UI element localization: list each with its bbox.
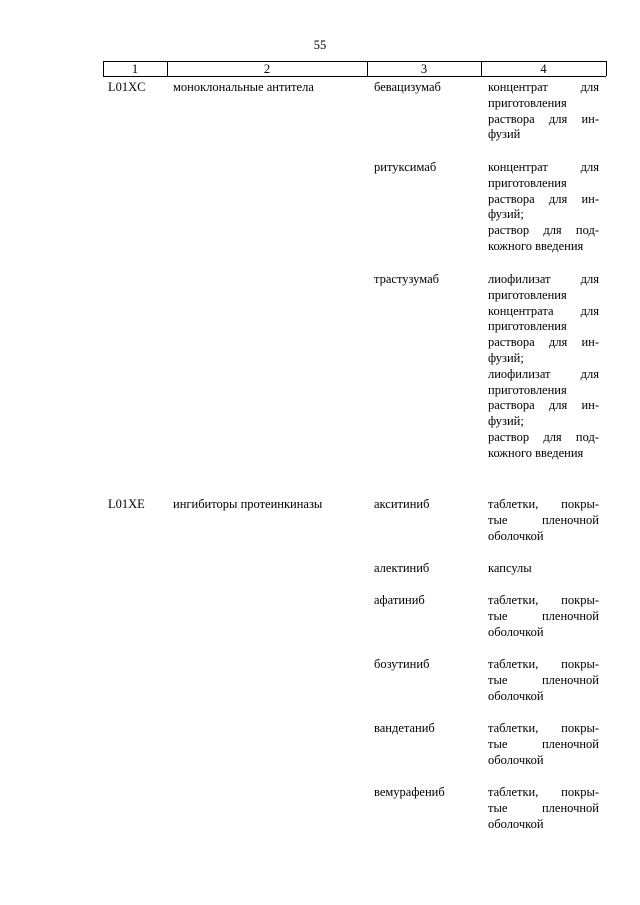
dosage-form-line: раствора для ин- xyxy=(488,335,599,350)
dosage-form-line: тые пленочной xyxy=(488,736,599,751)
dosage-form-line: лиофилизат для xyxy=(488,272,599,286)
group-name: моноклональные антитела xyxy=(173,80,314,94)
atc-code: L01XE xyxy=(108,497,145,511)
dosage-form-line: таблетки, покры- xyxy=(488,497,599,511)
dosage-form-line: оболочкой xyxy=(488,528,544,543)
drug-name: вемурафениб xyxy=(374,785,445,799)
dosage-form-line: таблетки, покры- xyxy=(488,593,599,607)
drug-name: трастузумаб xyxy=(374,272,440,286)
dosage-form-line: фузий; xyxy=(488,414,524,429)
dosage-form-line: фузий; xyxy=(488,207,524,222)
dosage-form-line: тые пленочной xyxy=(488,608,599,623)
dosage-form-line: лиофилизат для xyxy=(488,366,599,381)
dosage-form xyxy=(488,80,599,143)
dosage-form xyxy=(488,785,599,832)
dosage-form-line: приготовления xyxy=(488,95,567,110)
dosage-form-line: раствор для под- xyxy=(488,429,599,444)
drug-name: вандетаниб xyxy=(374,721,435,735)
table-header-rule xyxy=(103,76,606,77)
dosage-form-line: кожного введения xyxy=(488,238,584,253)
dosage-form xyxy=(488,272,599,462)
dosage-form-line: фузий xyxy=(488,127,521,142)
page-number: 55 xyxy=(313,38,327,52)
dosage-form xyxy=(488,721,599,768)
col-header-1: 1 xyxy=(131,62,139,76)
dosage-form xyxy=(488,497,599,544)
drug-name: акситиниб xyxy=(374,497,430,511)
dosage-form xyxy=(488,160,599,255)
drug-name: бозутиниб xyxy=(374,657,430,671)
dosage-form-line: приготовления xyxy=(488,175,567,190)
dosage-form-line: тые пленочной xyxy=(488,672,599,687)
col-divider xyxy=(606,61,607,76)
drug-name: бевацизумаб xyxy=(374,80,441,94)
dosage-form-line: оболочкой xyxy=(488,624,544,639)
dosage-form-line: концентрата для xyxy=(488,303,599,318)
dosage-form-line: раствор для под- xyxy=(488,223,599,238)
dosage-form xyxy=(488,593,599,640)
dosage-form-line: концентрат для xyxy=(488,80,599,94)
dosage-form xyxy=(488,561,599,577)
dosage-form-line: таблетки, покры- xyxy=(488,785,599,799)
dosage-form-line: концентрат для xyxy=(488,160,599,174)
dosage-form xyxy=(488,657,599,704)
dosage-form-line: приготовления xyxy=(488,319,567,334)
dosage-form-line: капсулы xyxy=(488,561,532,575)
dosage-form-line: кожного введения xyxy=(488,445,584,460)
drug-name: афатиниб xyxy=(374,593,425,607)
dosage-form-line: приготовления xyxy=(488,287,567,302)
drug-name: ритуксимаб xyxy=(374,160,437,174)
dosage-form-line: фузий; xyxy=(488,350,524,365)
dosage-form-line: оболочкой xyxy=(488,752,544,767)
dosage-form-line: раствора для ин- xyxy=(488,191,599,206)
col-header-4: 4 xyxy=(540,62,547,76)
dosage-form-line: тые пленочной xyxy=(488,512,599,527)
dosage-form-line: таблетки, покры- xyxy=(488,721,599,735)
dosage-form-line: раствора для ин- xyxy=(488,398,599,413)
group-name: ингибиторы протеинкиназы xyxy=(173,497,323,511)
col-header-3: 3 xyxy=(420,62,428,76)
dosage-form-line: таблетки, покры- xyxy=(488,657,599,671)
drug-name: алектиниб xyxy=(374,561,430,575)
dosage-form-line: раствора для ин- xyxy=(488,111,599,126)
dosage-form-line: оболочкой xyxy=(488,816,544,831)
col-header-2: 2 xyxy=(263,62,271,76)
dosage-form-line: тые пленочной xyxy=(488,800,599,815)
dosage-form-line: оболочкой xyxy=(488,688,544,703)
atc-code: L01XC xyxy=(108,80,146,94)
dosage-form-line: приготовления xyxy=(488,382,567,397)
